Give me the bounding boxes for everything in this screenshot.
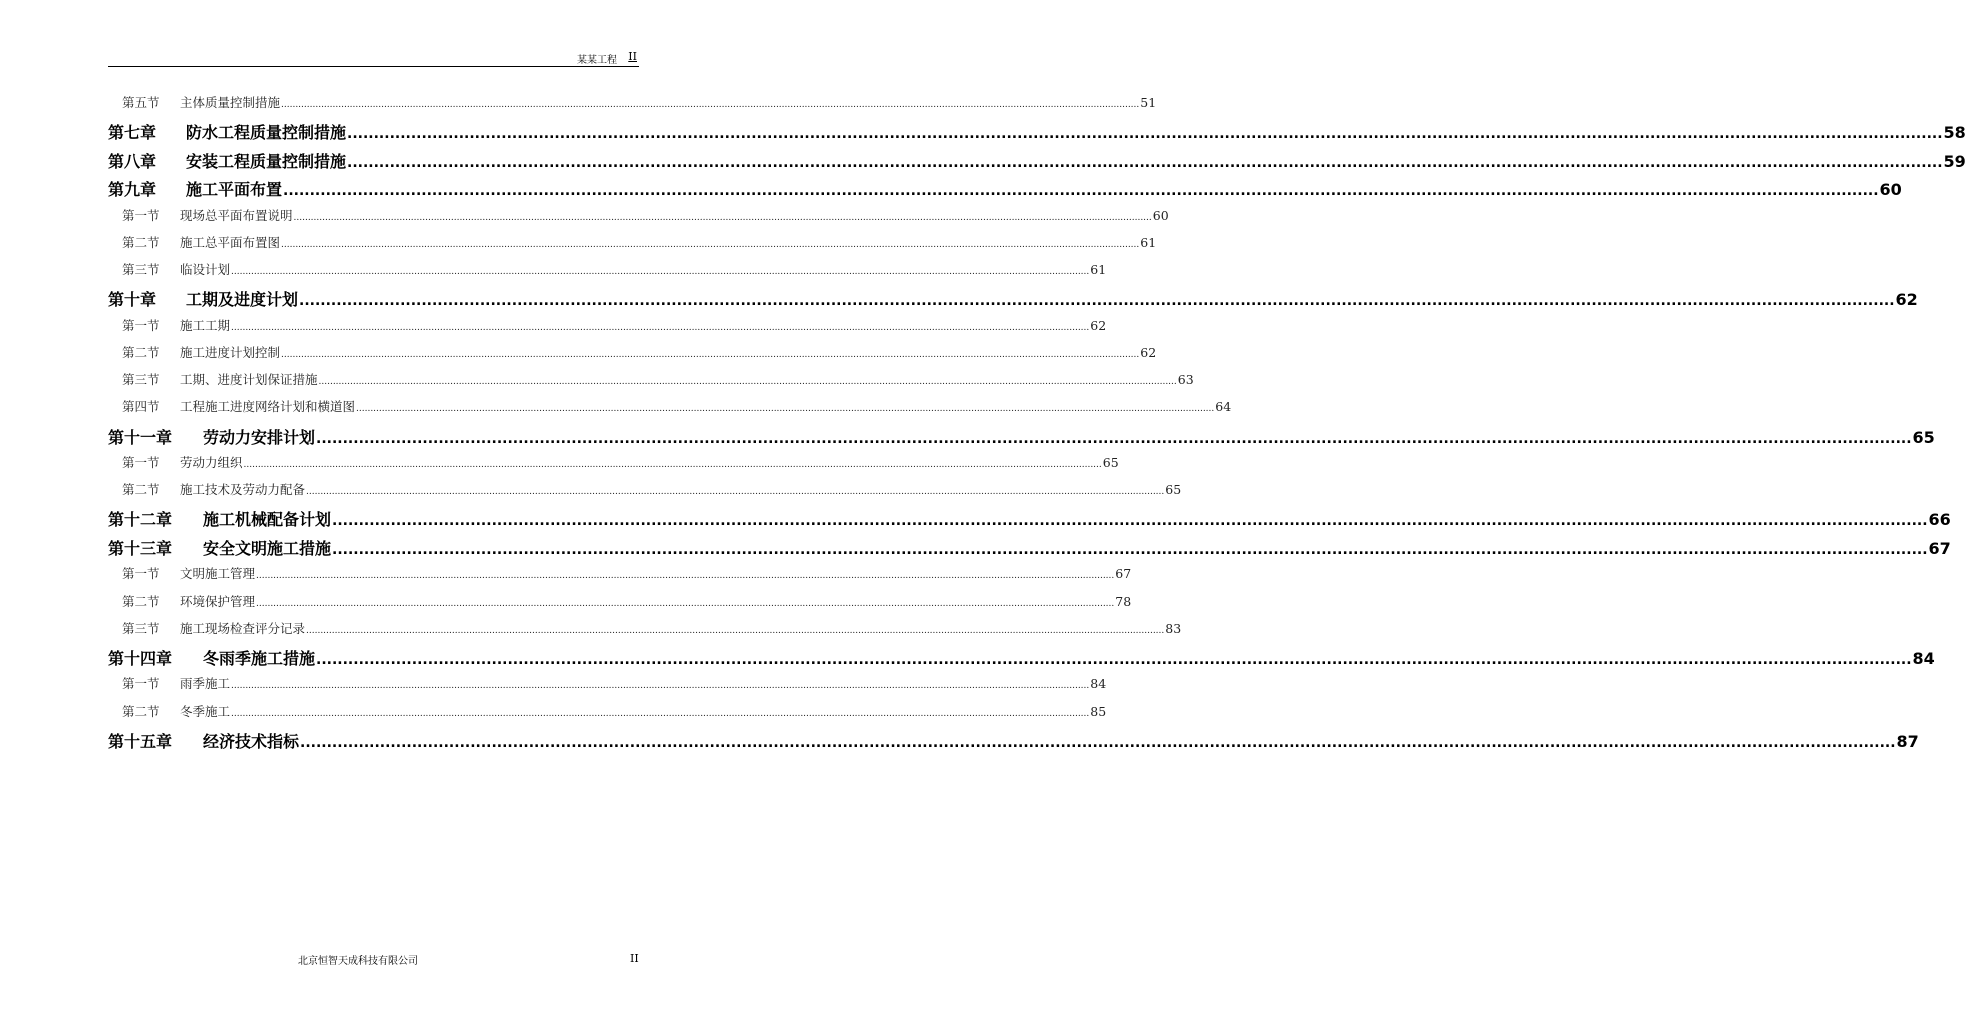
toc-entry-number: 第一节 — [122, 566, 160, 582]
toc-entry-title: 工程施工进度网络计划和横道图 — [180, 399, 356, 415]
toc-section-entry[interactable] — [108, 674, 1107, 701]
toc-dot-leader: ............................................................................................................................................................................................................................................................................................................ — [231, 267, 1090, 278]
toc-entry-number: 第三节 — [122, 372, 160, 388]
toc-dot-leader: ............................................................................................................................................................................................................................................................................................................ — [332, 541, 1928, 558]
toc-section-entry[interactable] — [108, 316, 1107, 343]
toc-entry-page: 51 — [1140, 95, 1157, 110]
toc-entry-number: 第二节 — [122, 482, 160, 498]
toc-entry-title: 施工现场检查评分记录 — [180, 620, 306, 636]
toc-dot-leader: ............................................................................................................................................................................................................................................................................................................ — [347, 126, 1943, 143]
toc-dot-leader: ............................................................................................................................................................................................................................................................................................................ — [299, 293, 1895, 310]
toc-chapter-entry[interactable] — [108, 177, 1902, 206]
toc-section-entry[interactable] — [108, 564, 1132, 591]
toc-entry-title: 文明施工管理 — [180, 566, 256, 582]
toc-entry-title: 环境保护管理 — [180, 593, 256, 609]
toc-entry-title: 施工总平面布置图 — [180, 234, 281, 250]
toc-entry-number: 第二节 — [122, 234, 160, 250]
footer-page-number: II — [630, 952, 639, 965]
toc-entry-page: 65 — [1165, 482, 1182, 498]
toc-entry-page: 67 — [1115, 566, 1132, 582]
toc-entry-number: 第十章 — [108, 290, 157, 310]
toc-entry-title: 施工工期 — [180, 317, 231, 333]
toc-entry-page: 61 — [1090, 262, 1107, 278]
toc-section-entry[interactable] — [108, 233, 1157, 260]
toc-dot-leader: ............................................................................................................................................................................................................................................................................................................ — [347, 154, 1943, 171]
toc-entry-page: 60 — [1879, 180, 1902, 200]
toc-dot-leader: ............................................................................................................................................................................................................................................................................................................ — [281, 239, 1140, 250]
toc-entry-title: 安全文明施工措施 — [203, 538, 332, 558]
toc-entry-title: 施工平面布置 — [186, 180, 283, 200]
toc-entry-title: 工期及进度计划 — [186, 290, 299, 310]
toc-section-entry[interactable] — [108, 592, 1132, 619]
toc-chapter-entry[interactable] — [108, 536, 1951, 565]
toc-section-entry[interactable] — [108, 453, 1119, 480]
toc-entry-number: 第三节 — [122, 620, 160, 636]
toc-chapter-entry[interactable] — [108, 507, 1951, 536]
toc-entry-page: 59 — [1943, 151, 1966, 171]
header-rule — [108, 66, 639, 67]
toc-entry-title: 施工进度计划控制 — [180, 344, 281, 360]
page-header — [108, 50, 639, 65]
toc-section-entry[interactable] — [108, 480, 1182, 507]
toc-dot-leader: ............................................................................................................................................................................................................................................................................................................ — [256, 598, 1115, 609]
toc-chapter-entry[interactable] — [108, 287, 1918, 316]
toc-chapter-entry[interactable] — [108, 729, 1919, 758]
toc-entry-number: 第一节 — [122, 207, 160, 223]
header-page-number: II — [628, 50, 637, 63]
table-of-contents — [108, 93, 1966, 757]
toc-section-entry[interactable] — [108, 260, 1107, 287]
toc-entry-page: 62 — [1895, 290, 1918, 310]
toc-entry-number: 第八章 — [108, 151, 157, 171]
toc-entry-title: 临设计划 — [180, 262, 231, 278]
toc-entry-number: 第九章 — [108, 180, 157, 200]
toc-section-entry[interactable] — [108, 619, 1182, 646]
toc-dot-leader: ............................................................................................................................................................................................................................................................................................................ — [316, 651, 1912, 668]
toc-entry-title: 施工机械配备计划 — [203, 510, 332, 530]
toc-entry-number: 第二节 — [122, 344, 160, 360]
toc-entry-title: 防水工程质量控制措施 — [186, 123, 347, 143]
toc-entry-page: 64 — [1215, 399, 1232, 415]
toc-section-entry[interactable] — [108, 702, 1107, 729]
toc-dot-leader: ............................................................................................................................................................................................................................................................................................................ — [281, 100, 1140, 110]
toc-entry-number: 第四节 — [122, 399, 160, 415]
toc-entry-number: 第十四章 — [108, 648, 173, 668]
toc-entry-page: 67 — [1928, 538, 1951, 558]
toc-section-entry[interactable] — [108, 93, 1157, 120]
toc-dot-leader: ............................................................................................................................................................................................................................................................................................................ — [356, 404, 1215, 415]
toc-dot-leader: ............................................................................................................................................................................................................................................................................................................ — [318, 377, 1177, 388]
toc-entry-page: 63 — [1177, 372, 1194, 388]
toc-entry-page: 62 — [1140, 344, 1157, 360]
toc-entry-page: 85 — [1090, 703, 1107, 719]
toc-entry-page: 60 — [1152, 207, 1169, 223]
toc-chapter-entry[interactable] — [108, 425, 1935, 454]
toc-section-entry[interactable] — [108, 343, 1157, 370]
toc-entry-title: 劳动力安排计划 — [203, 427, 316, 447]
toc-entry-page: 58 — [1943, 123, 1966, 143]
toc-dot-leader: ............................................................................................................................................................................................................................................................................................................ — [281, 349, 1140, 360]
toc-entry-title: 主体质量控制措施 — [180, 95, 281, 110]
toc-entry-page: 83 — [1165, 620, 1182, 636]
toc-entry-number: 第十二章 — [108, 510, 173, 530]
toc-entry-title: 安装工程质量控制措施 — [186, 151, 347, 171]
toc-entry-title: 工期、进度计划保证措施 — [180, 372, 318, 388]
toc-entry-page: 78 — [1115, 593, 1132, 609]
toc-dot-leader: ............................................................................................................................................................................................................................................................................................................ — [256, 571, 1115, 582]
toc-entry-number: 第七章 — [108, 123, 157, 143]
toc-entry-title: 雨季施工 — [180, 676, 231, 692]
toc-dot-leader: ............................................................................................................................................................................................................................................................................................................ — [306, 625, 1165, 636]
toc-entry-title: 现场总平面布置说明 — [180, 207, 293, 223]
toc-entry-number: 第一节 — [122, 455, 160, 470]
toc-entry-page: 66 — [1928, 510, 1951, 530]
toc-entry-page: 65 — [1912, 427, 1935, 447]
toc-chapter-entry[interactable] — [108, 149, 1966, 178]
toc-entry-page: 84 — [1090, 676, 1107, 692]
toc-chapter-entry[interactable] — [108, 646, 1935, 675]
toc-entry-number: 第十一章 — [108, 427, 173, 447]
toc-entry-title: 冬雨季施工措施 — [203, 648, 316, 668]
toc-dot-leader: ............................................................................................................................................................................................................................................................................................................ — [231, 708, 1090, 719]
toc-entry-page: 84 — [1912, 648, 1935, 668]
footer-company: 北京恒智天成科技有限公司 — [298, 956, 418, 967]
header-title: 某某工程 — [577, 55, 617, 66]
toc-dot-leader: ............................................................................................................................................................................................................................................................................................................ — [293, 212, 1152, 223]
toc-section-entry[interactable] — [108, 206, 1169, 233]
toc-dot-leader: ............................................................................................................................................................................................................................................................................................................ — [231, 322, 1090, 333]
toc-entry-page: 61 — [1140, 234, 1157, 250]
toc-entry-number: 第十三章 — [108, 538, 173, 558]
toc-entry-title: 劳动力组织 — [180, 455, 243, 470]
toc-entry-number: 第十五章 — [108, 731, 173, 751]
toc-entry-number: 第二节 — [122, 703, 160, 719]
toc-dot-leader: ............................................................................................................................................................................................................................................................................................................ — [300, 734, 1896, 751]
toc-section-entry[interactable] — [108, 397, 1232, 424]
toc-entry-title: 冬季施工 — [180, 703, 231, 719]
toc-entry-number: 第三节 — [122, 262, 160, 278]
toc-entry-title: 施工技术及劳动力配备 — [180, 482, 306, 498]
toc-dot-leader: ............................................................................................................................................................................................................................................................................................................ — [306, 487, 1165, 498]
toc-dot-leader: ............................................................................................................................................................................................................................................................................................................ — [332, 513, 1928, 530]
toc-entry-number: 第一节 — [122, 676, 160, 692]
toc-dot-leader: ............................................................................................................................................................................................................................................................................................................ — [283, 183, 1879, 200]
toc-chapter-entry[interactable] — [108, 120, 1966, 149]
toc-entry-page: 87 — [1896, 731, 1919, 751]
toc-entry-number: 第二节 — [122, 593, 160, 609]
toc-dot-leader: ............................................................................................................................................................................................................................................................................................................ — [231, 681, 1090, 692]
toc-entry-number: 第五节 — [122, 95, 160, 110]
toc-entry-title: 经济技术指标 — [203, 731, 300, 751]
toc-section-entry[interactable] — [108, 370, 1194, 397]
toc-entry-page: 62 — [1090, 317, 1107, 333]
toc-entry-number: 第一节 — [122, 317, 160, 333]
toc-dot-leader: ............................................................................................................................................................................................................................................................................................................ — [243, 460, 1102, 470]
toc-entry-page: 65 — [1102, 455, 1119, 470]
toc-dot-leader: ............................................................................................................................................................................................................................................................................................................ — [316, 430, 1912, 447]
